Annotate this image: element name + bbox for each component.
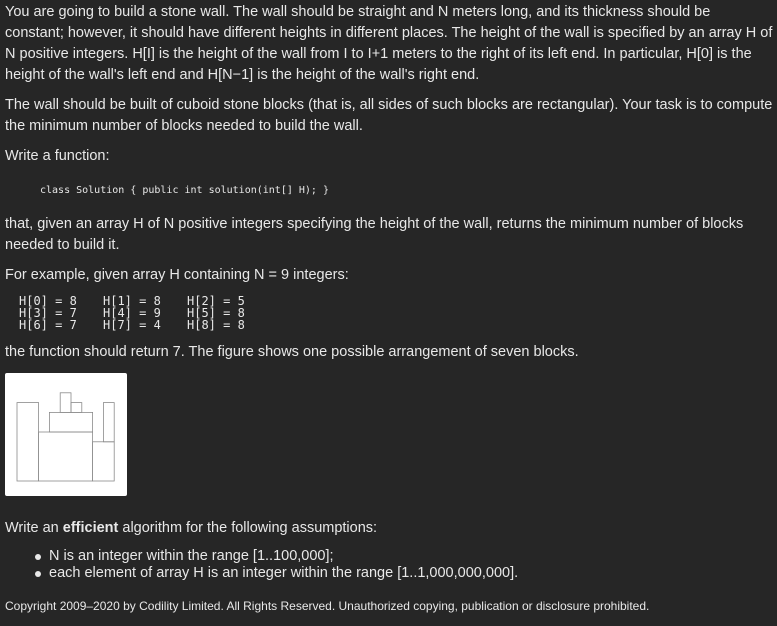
assumptions-prefix: Write an xyxy=(5,520,63,536)
efficient-emphasis: efficient xyxy=(62,520,119,536)
example-intro: For example, given array H containing N = 9 integers: xyxy=(5,267,349,283)
wall-block xyxy=(71,403,82,413)
write-function-label: Write a function: xyxy=(5,148,110,164)
assumption-item: N is an integer within the range [1..100,000]; xyxy=(5,548,773,565)
copyright-notice: Copyright 2009–2020 by Codility Limited. All Rights Reserved. Unauthorized copying, publication or disclosure prohibited. xyxy=(5,599,650,613)
wall-block xyxy=(17,403,39,481)
array-cell: H[0] = 8 xyxy=(19,294,77,308)
array-row xyxy=(19,319,773,331)
array-cell: H[1] = 8 xyxy=(103,294,161,308)
assumptions-intro xyxy=(5,518,773,539)
result-paragraph: the function should return 7. The figure shows one possible arrangement of seven blocks. xyxy=(5,344,579,360)
wall-diagram xyxy=(5,373,127,496)
wall-block xyxy=(93,442,115,481)
returns-paragraph: that, given an array H of N positive integers specifying the height of the wall, returns the minimum number of blocks needed to build it. xyxy=(5,216,744,253)
wall-block xyxy=(49,412,92,432)
array-cell: H[4] = 9 xyxy=(103,306,161,320)
function-signature: class Solution { public int solution(int[] H); } xyxy=(40,185,329,196)
array-cell: H[6] = 7 xyxy=(19,318,77,332)
array-cell: H[7] = 4 xyxy=(103,318,161,332)
example-array xyxy=(19,295,773,331)
array-cell: H[3] = 7 xyxy=(19,306,77,320)
array-cell: H[2] = 5 xyxy=(187,294,245,308)
array-cell: H[5] = 8 xyxy=(187,306,245,320)
assumptions-list xyxy=(5,548,773,582)
wall-block xyxy=(60,393,71,413)
wall-block xyxy=(103,403,114,442)
wall-block xyxy=(39,432,93,481)
assumption-item: each element of array H is an integer within the range [1..1,000,000,000]. xyxy=(5,565,773,582)
assumptions-suffix: algorithm for the following assumptions: xyxy=(118,520,378,536)
blocks-paragraph: The wall should be built of cuboid stone blocks (that is, all sides of such blocks are rectangular). Your task is to compute the minimum number of blocks needed to build the wall. xyxy=(5,97,773,134)
array-cell: H[8] = 8 xyxy=(187,318,245,332)
wall-figure xyxy=(5,373,127,496)
intro-paragraph: You are going to build a stone wall. The wall should be straight and N meters long, and its thickness should be constant; however, it should have different heights in different places. The height of the wall is specified by an array H of N positive integers. H[I] is the height of the wall from I to I+1 meters to the right of its left end. In particular, H[0] is the height of the wall's left end and H[N−1] is the height of the wall's right end. xyxy=(5,4,773,83)
